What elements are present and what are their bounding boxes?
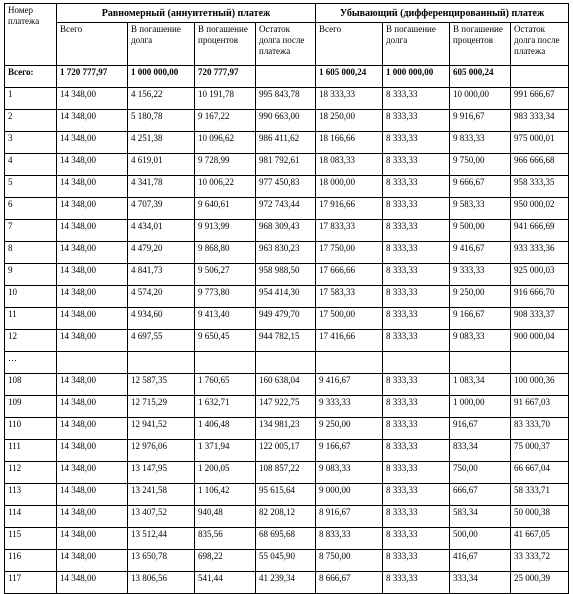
table-cell: 17 500,00 bbox=[316, 308, 383, 330]
table-cell: 14 348,00 bbox=[57, 308, 128, 330]
table-cell: 12 941,52 bbox=[128, 418, 195, 440]
table-cell: 9 750,00 bbox=[450, 154, 511, 176]
table-cell: 8 333,33 bbox=[383, 572, 450, 594]
table-cell: 900 000,04 bbox=[511, 330, 569, 352]
table-cell: 416,67 bbox=[450, 550, 511, 572]
table-cell: 9 083,33 bbox=[450, 330, 511, 352]
table-cell: 10 000,00 bbox=[450, 88, 511, 110]
table-row bbox=[5, 418, 569, 440]
table-cell: 18 333,33 bbox=[316, 88, 383, 110]
total-cell bbox=[511, 66, 569, 88]
ellipsis-cell: … bbox=[5, 352, 57, 374]
table-cell: 8 333,33 bbox=[383, 308, 450, 330]
table-cell: 82 208,12 bbox=[256, 506, 316, 528]
table-row bbox=[5, 264, 569, 286]
table-cell: 333,34 bbox=[450, 572, 511, 594]
table-cell: 8 833,33 bbox=[316, 528, 383, 550]
table-cell: 12 587,35 bbox=[128, 374, 195, 396]
table-cell: 940,48 bbox=[195, 506, 256, 528]
table-cell: 14 348,00 bbox=[57, 242, 128, 264]
table-cell: 14 348,00 bbox=[57, 396, 128, 418]
total-cell: 720 777,97 bbox=[195, 66, 256, 88]
table-cell: 14 348,00 bbox=[57, 132, 128, 154]
table-cell: 950 000,02 bbox=[511, 198, 569, 220]
table-cell: 977 450,83 bbox=[256, 176, 316, 198]
table-row bbox=[5, 550, 569, 572]
table-cell: 949 479,70 bbox=[256, 308, 316, 330]
table-cell: 8 333,33 bbox=[383, 198, 450, 220]
table-cell: 9 333,33 bbox=[316, 396, 383, 418]
column-header: В погашение долга bbox=[383, 23, 450, 66]
table-cell: 958 333,35 bbox=[511, 176, 569, 198]
table-cell: 4 479,20 bbox=[128, 242, 195, 264]
table-cell: 18 083,33 bbox=[316, 154, 383, 176]
table-cell: 14 348,00 bbox=[57, 88, 128, 110]
table-cell: 4 574,20 bbox=[128, 286, 195, 308]
table-cell: 14 348,00 bbox=[57, 176, 128, 198]
table-cell: 583,34 bbox=[450, 506, 511, 528]
empty-cell bbox=[511, 352, 569, 374]
table-cell: 100 000,36 bbox=[511, 374, 569, 396]
table-cell: 990 663,00 bbox=[256, 110, 316, 132]
total-cell: 1 000 000,00 bbox=[128, 66, 195, 88]
table-row bbox=[5, 220, 569, 242]
table-cell: 9 728,99 bbox=[195, 154, 256, 176]
table-cell: 14 348,00 bbox=[57, 462, 128, 484]
table-row bbox=[5, 484, 569, 506]
row-number-cell: 108 bbox=[5, 374, 57, 396]
empty-cell bbox=[316, 352, 383, 374]
row-number-cell: 4 bbox=[5, 154, 57, 176]
total-label: Всего: bbox=[5, 66, 57, 88]
table-cell: 50 000,38 bbox=[511, 506, 569, 528]
table-cell: 17 583,33 bbox=[316, 286, 383, 308]
table-cell: 4 934,60 bbox=[128, 308, 195, 330]
table-cell: 9 333,33 bbox=[450, 264, 511, 286]
table-cell: 833,34 bbox=[450, 440, 511, 462]
table-cell: 14 348,00 bbox=[57, 330, 128, 352]
table-cell: 41 667,05 bbox=[511, 528, 569, 550]
annuity-group-header: Равномерный (аннуитетный) платеж bbox=[57, 4, 316, 23]
table-cell: 986 411,62 bbox=[256, 132, 316, 154]
table-cell: 9 868,80 bbox=[195, 242, 256, 264]
table-cell: 83 333,70 bbox=[511, 418, 569, 440]
table-cell: 981 792,61 bbox=[256, 154, 316, 176]
table-row bbox=[5, 330, 569, 352]
row-number-cell: 6 bbox=[5, 198, 57, 220]
row-number-cell: 114 bbox=[5, 506, 57, 528]
row-number-cell: 109 bbox=[5, 396, 57, 418]
table-row bbox=[5, 88, 569, 110]
table-cell: 66 667,04 bbox=[511, 462, 569, 484]
empty-cell bbox=[128, 352, 195, 374]
table-cell: 17 750,00 bbox=[316, 242, 383, 264]
table-cell: 14 348,00 bbox=[57, 484, 128, 506]
table-row bbox=[5, 132, 569, 154]
table-cell: 9 640,61 bbox=[195, 198, 256, 220]
table-cell: 8 333,33 bbox=[383, 484, 450, 506]
table-cell: 8 333,33 bbox=[383, 286, 450, 308]
column-header: В погашение долга bbox=[128, 23, 195, 66]
table-cell: 58 333,71 bbox=[511, 484, 569, 506]
table-cell: 666,67 bbox=[450, 484, 511, 506]
table-cell: 147 922,75 bbox=[256, 396, 316, 418]
payment-schedule-table bbox=[4, 3, 569, 594]
row-number-cell: 10 bbox=[5, 286, 57, 308]
row-number-cell: 1 bbox=[5, 88, 57, 110]
row-number-header: Номер платежа bbox=[5, 4, 57, 66]
table-cell: 995 843,78 bbox=[256, 88, 316, 110]
table-cell: 966 666,68 bbox=[511, 154, 569, 176]
column-header: Всего bbox=[316, 23, 383, 66]
empty-cell bbox=[57, 352, 128, 374]
table-cell: 14 348,00 bbox=[57, 506, 128, 528]
table-row bbox=[5, 528, 569, 550]
table-cell: 9 773,80 bbox=[195, 286, 256, 308]
table-cell: 8 333,33 bbox=[383, 242, 450, 264]
table-cell: 33 333,72 bbox=[511, 550, 569, 572]
table-cell: 75 000,37 bbox=[511, 440, 569, 462]
table-cell: 108 857,22 bbox=[256, 462, 316, 484]
table-cell: 954 414,30 bbox=[256, 286, 316, 308]
column-header: В погашение процентов bbox=[195, 23, 256, 66]
table-cell: 9 416,67 bbox=[450, 242, 511, 264]
row-number-cell: 12 bbox=[5, 330, 57, 352]
table-cell: 9 250,00 bbox=[450, 286, 511, 308]
table-cell: 14 348,00 bbox=[57, 440, 128, 462]
table-cell: 4 841,73 bbox=[128, 264, 195, 286]
table-cell: 968 309,43 bbox=[256, 220, 316, 242]
table-cell: 9 500,00 bbox=[450, 220, 511, 242]
table-cell: 25 000,39 bbox=[511, 572, 569, 594]
column-header: В погашение процентов bbox=[450, 23, 511, 66]
table-cell: 13 512,44 bbox=[128, 528, 195, 550]
total-cell: 605 000,24 bbox=[450, 66, 511, 88]
table-cell: 4 251,38 bbox=[128, 132, 195, 154]
table-cell: 41 239,34 bbox=[256, 572, 316, 594]
table-row bbox=[5, 242, 569, 264]
table-row bbox=[5, 198, 569, 220]
table-cell: 5 180,78 bbox=[128, 110, 195, 132]
table-cell: 9 250,00 bbox=[316, 418, 383, 440]
column-header: Всего bbox=[57, 23, 128, 66]
table-cell: 8 333,33 bbox=[383, 264, 450, 286]
table-cell: 972 743,44 bbox=[256, 198, 316, 220]
table-cell: 9 506,27 bbox=[195, 264, 256, 286]
table-cell: 944 782,15 bbox=[256, 330, 316, 352]
column-header-row bbox=[5, 23, 569, 66]
table-cell: 8 333,33 bbox=[383, 550, 450, 572]
table-cell: 4 156,22 bbox=[128, 88, 195, 110]
table-cell: 925 000,03 bbox=[511, 264, 569, 286]
row-number-cell: 8 bbox=[5, 242, 57, 264]
table-cell: 916 666,70 bbox=[511, 286, 569, 308]
ellipsis-row bbox=[5, 352, 569, 374]
table-cell: 9 413,40 bbox=[195, 308, 256, 330]
table-cell: 122 005,17 bbox=[256, 440, 316, 462]
table-cell: 14 348,00 bbox=[57, 110, 128, 132]
table-cell: 14 348,00 bbox=[57, 220, 128, 242]
table-cell: 9 167,22 bbox=[195, 110, 256, 132]
column-header: Остаток долга после платежа bbox=[256, 23, 316, 66]
differentiated-group-header: Убывающий (дифференцированный) платеж bbox=[316, 4, 569, 23]
table-cell: 9 650,45 bbox=[195, 330, 256, 352]
total-cell bbox=[256, 66, 316, 88]
table-cell: 991 666,67 bbox=[511, 88, 569, 110]
total-row bbox=[5, 66, 569, 88]
table-cell: 1 106,42 bbox=[195, 484, 256, 506]
table-cell: 933 333,36 bbox=[511, 242, 569, 264]
table-cell: 916,67 bbox=[450, 418, 511, 440]
table-cell: 13 806,56 bbox=[128, 572, 195, 594]
table-cell: 750,00 bbox=[450, 462, 511, 484]
table-row bbox=[5, 286, 569, 308]
table-cell: 9 666,67 bbox=[450, 176, 511, 198]
table-row bbox=[5, 110, 569, 132]
table-cell: 9 916,67 bbox=[450, 110, 511, 132]
row-number-cell: 111 bbox=[5, 440, 57, 462]
table-cell: 13 650,78 bbox=[128, 550, 195, 572]
table-cell: 14 348,00 bbox=[57, 550, 128, 572]
table-cell: 9 166,67 bbox=[450, 308, 511, 330]
total-cell: 1 000 000,00 bbox=[383, 66, 450, 88]
table-cell: 14 348,00 bbox=[57, 528, 128, 550]
table-cell: 4 619,01 bbox=[128, 154, 195, 176]
table-cell: 8 750,00 bbox=[316, 550, 383, 572]
table-cell: 134 981,23 bbox=[256, 418, 316, 440]
row-number-cell: 113 bbox=[5, 484, 57, 506]
table-cell: 12 976,06 bbox=[128, 440, 195, 462]
table-cell: 8 333,33 bbox=[383, 418, 450, 440]
table-row bbox=[5, 506, 569, 528]
table-cell: 8 333,33 bbox=[383, 462, 450, 484]
table-cell: 963 830,23 bbox=[256, 242, 316, 264]
table-cell: 68 695,68 bbox=[256, 528, 316, 550]
table-cell: 17 416,66 bbox=[316, 330, 383, 352]
table-cell: 8 333,33 bbox=[383, 506, 450, 528]
table-cell: 1 200,05 bbox=[195, 462, 256, 484]
table-cell: 17 916,66 bbox=[316, 198, 383, 220]
empty-cell bbox=[383, 352, 450, 374]
table-cell: 835,56 bbox=[195, 528, 256, 550]
row-number-cell: 116 bbox=[5, 550, 57, 572]
table-cell: 4 434,01 bbox=[128, 220, 195, 242]
table-cell: 908 333,37 bbox=[511, 308, 569, 330]
table-row bbox=[5, 154, 569, 176]
table-row bbox=[5, 440, 569, 462]
total-cell: 1 605 000,24 bbox=[316, 66, 383, 88]
table-cell: 14 348,00 bbox=[57, 264, 128, 286]
table-cell: 958 988,50 bbox=[256, 264, 316, 286]
table-cell: 10 096,62 bbox=[195, 132, 256, 154]
row-number-cell: 3 bbox=[5, 132, 57, 154]
table-cell: 8 333,33 bbox=[383, 88, 450, 110]
table-cell: 8 333,33 bbox=[383, 110, 450, 132]
table-cell: 1 000,00 bbox=[450, 396, 511, 418]
table-row bbox=[5, 374, 569, 396]
table-cell: 17 833,33 bbox=[316, 220, 383, 242]
table-cell: 1 760,65 bbox=[195, 374, 256, 396]
table-cell: 9 000,00 bbox=[316, 484, 383, 506]
table-cell: 941 666,69 bbox=[511, 220, 569, 242]
table-cell: 698,22 bbox=[195, 550, 256, 572]
table-cell: 8 916,67 bbox=[316, 506, 383, 528]
row-number-cell: 7 bbox=[5, 220, 57, 242]
table-cell: 4 341,78 bbox=[128, 176, 195, 198]
empty-cell bbox=[195, 352, 256, 374]
table-cell: 8 333,33 bbox=[383, 396, 450, 418]
table-cell: 541,44 bbox=[195, 572, 256, 594]
empty-cell bbox=[256, 352, 316, 374]
table-cell: 9 416,67 bbox=[316, 374, 383, 396]
table-cell: 9 166,67 bbox=[316, 440, 383, 462]
table-cell: 14 348,00 bbox=[57, 198, 128, 220]
table-cell: 8 666,67 bbox=[316, 572, 383, 594]
table-cell: 8 333,33 bbox=[383, 154, 450, 176]
table-cell: 8 333,33 bbox=[383, 374, 450, 396]
table-cell: 8 333,33 bbox=[383, 440, 450, 462]
table-cell: 14 348,00 bbox=[57, 418, 128, 440]
table-cell: 9 833,33 bbox=[450, 132, 511, 154]
table-cell: 95 615,64 bbox=[256, 484, 316, 506]
table-cell: 13 407,52 bbox=[128, 506, 195, 528]
table-cell: 8 333,33 bbox=[383, 132, 450, 154]
table-cell: 55 045,90 bbox=[256, 550, 316, 572]
total-cell: 1 720 777,97 bbox=[57, 66, 128, 88]
table-cell: 91 667,03 bbox=[511, 396, 569, 418]
table-cell: 10 191,78 bbox=[195, 88, 256, 110]
table-cell: 8 333,33 bbox=[383, 528, 450, 550]
table-cell: 983 333,34 bbox=[511, 110, 569, 132]
row-number-cell: 11 bbox=[5, 308, 57, 330]
row-number-cell: 110 bbox=[5, 418, 57, 440]
table-row bbox=[5, 176, 569, 198]
table-cell: 8 333,33 bbox=[383, 330, 450, 352]
table-cell: 10 006,22 bbox=[195, 176, 256, 198]
table-cell: 13 241,58 bbox=[128, 484, 195, 506]
table-cell: 8 333,33 bbox=[383, 176, 450, 198]
table-row bbox=[5, 396, 569, 418]
row-number-cell: 112 bbox=[5, 462, 57, 484]
table-cell: 1 083,34 bbox=[450, 374, 511, 396]
empty-cell bbox=[450, 352, 511, 374]
column-header: Остаток долга после платежа bbox=[511, 23, 569, 66]
table-cell: 160 638,04 bbox=[256, 374, 316, 396]
row-number-cell: 2 bbox=[5, 110, 57, 132]
table-cell: 975 000,01 bbox=[511, 132, 569, 154]
table-cell: 8 333,33 bbox=[383, 220, 450, 242]
table-cell: 18 250,00 bbox=[316, 110, 383, 132]
row-number-cell: 115 bbox=[5, 528, 57, 550]
table-cell: 500,00 bbox=[450, 528, 511, 550]
table-cell: 14 348,00 bbox=[57, 286, 128, 308]
table-cell: 17 666,66 bbox=[316, 264, 383, 286]
table-cell: 18 000,00 bbox=[316, 176, 383, 198]
row-number-cell: 117 bbox=[5, 572, 57, 594]
table-row bbox=[5, 308, 569, 330]
table-cell: 4 697,55 bbox=[128, 330, 195, 352]
table-cell: 1 371,94 bbox=[195, 440, 256, 462]
row-number-cell: 9 bbox=[5, 264, 57, 286]
table-row bbox=[5, 462, 569, 484]
table-cell: 14 348,00 bbox=[57, 374, 128, 396]
table-cell: 9 083,33 bbox=[316, 462, 383, 484]
group-header-row bbox=[5, 4, 569, 23]
table-cell: 18 166,66 bbox=[316, 132, 383, 154]
table-cell: 14 348,00 bbox=[57, 154, 128, 176]
table-cell: 9 913,99 bbox=[195, 220, 256, 242]
table-cell: 1 632,71 bbox=[195, 396, 256, 418]
table-cell: 4 707,39 bbox=[128, 198, 195, 220]
table-cell: 12 715,29 bbox=[128, 396, 195, 418]
table-cell: 13 147,95 bbox=[128, 462, 195, 484]
table-cell: 14 348,00 bbox=[57, 572, 128, 594]
row-number-cell: 5 bbox=[5, 176, 57, 198]
table-cell: 1 406,48 bbox=[195, 418, 256, 440]
table-cell: 9 583,33 bbox=[450, 198, 511, 220]
